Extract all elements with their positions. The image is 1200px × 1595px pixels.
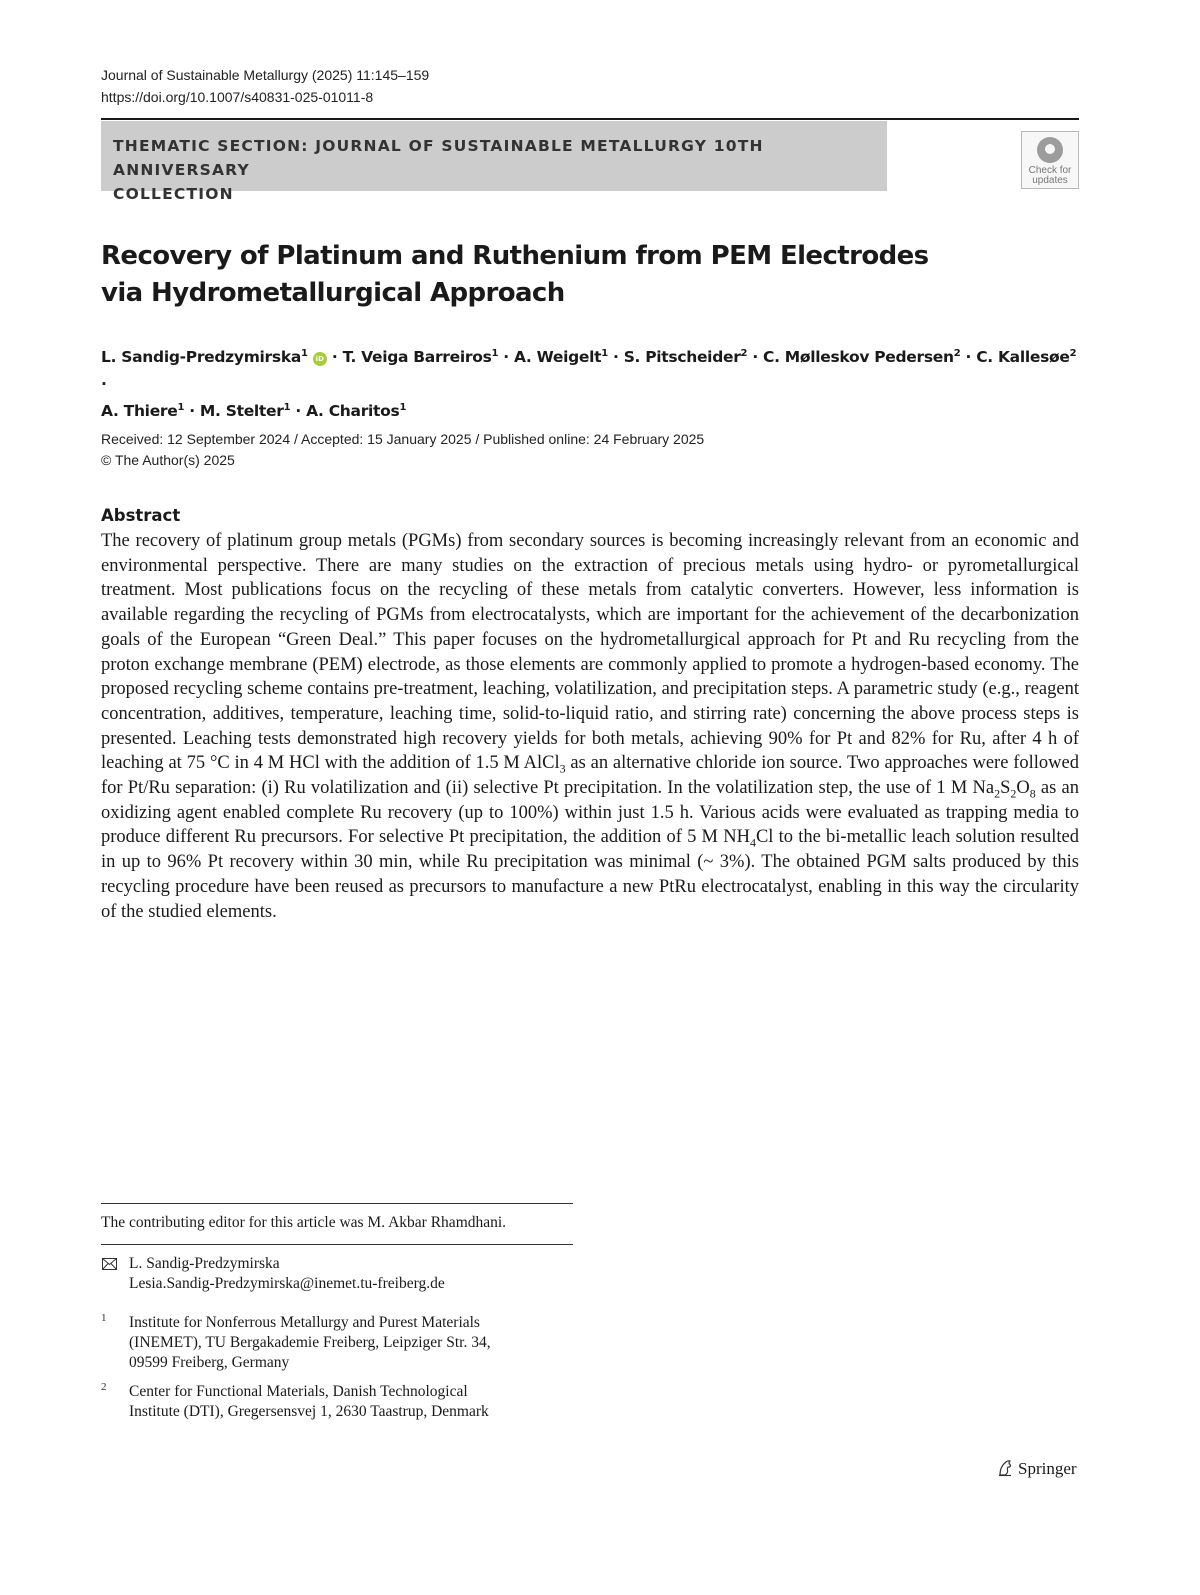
article-title — [101, 238, 1001, 312]
title-line-2: via Hydrometallurgical Approach — [101, 278, 565, 308]
author-affiliation-mark: 1 — [399, 401, 407, 413]
title-line-1: Recovery of Platinum and Ruthenium from PEM Electrodes — [101, 241, 929, 271]
affiliation-mark: 1 — [101, 1312, 107, 1324]
affiliation-line: Center for Functional Materials, Danish Technological — [129, 1383, 468, 1400]
affiliation-1 — [129, 1313, 491, 1373]
author-affiliation-mark: 2 — [953, 347, 961, 359]
affiliation-mark: 2 — [101, 1381, 107, 1393]
abstract-text: as an alternative chloride ion source. Two approaches were followed for Pt/Ru separation: (i) Ru volatilization and (ii) selective Pt precipitation. In the volatilization step, the use of 1 M Na — [101, 753, 1079, 799]
author-name[interactable]: M. Stelter — [199, 402, 284, 420]
springer-horse-icon — [996, 1459, 1014, 1477]
publisher-logo — [996, 1458, 1077, 1480]
author-affiliation-mark: 1 — [177, 401, 185, 413]
abstract-text: The recovery of platinum group metals (PGMs) from secondary sources is becoming increasingly relevant from an economic and environmental perspective. There are many studies on the extraction of precious metals using hydro- or pyrometallurgical treatment. Most publications focus on the recycling of these metals from catalytic converters. However, less information is available regarding the recycling of PGMs from electrocatalysts, which are important for the achievement of the decarbonization goals of the European “Green Deal.” This paper focuses on the hydrometallurgical approach for Pt and Ru recycling from the proton exchange membrane (PEM) electrode, as those elements are commonly applied to promote a hydrogen-based economy. The proposed recycling scheme contains pre-treatment, leaching, volatilization, and precipitation steps. A parametric study (e.g., reagent concentration, additives, temperature, leaching time, solid-to-liquid ratio, and stirring rate) concerning the above process steps is presented. Leaching tests demonstrated high recovery yields for both metals, achieving 90% for Pt and 82% for Ru, after 4 h of leaching at 75 °C in 4 M HCl with the addition of 1.5 M AlCl — [101, 531, 1079, 774]
affiliation-line: 09599 Freiberg, Germany — [129, 1354, 290, 1371]
thematic-line-1: THEMATIC SECTION: JOURNAL OF SUSTAINABLE METALLURGY 10TH ANNIVERSARY — [113, 137, 764, 179]
affiliation-line: (INEMET), TU Bergakademie Freiberg, Leipziger Str. 34, — [129, 1334, 491, 1351]
author-name[interactable]: C. Mølleskov Pedersen — [763, 348, 954, 366]
bookmark-icon — [1037, 137, 1063, 163]
author-affiliation-mark: 1 — [301, 347, 308, 359]
doi-link[interactable]: https://doi.org/10.1007/s40831-025-01011-8 — [101, 89, 374, 105]
author-affiliation-mark: 2 — [1069, 347, 1077, 359]
author-name[interactable]: L. Sandig-Predzymirska — [101, 348, 301, 366]
publisher-name: Springer — [1018, 1459, 1077, 1478]
author-affiliation-mark: 1 — [491, 347, 499, 359]
journal-citation: Journal of Sustainable Metallurgy (2025) 11:145–159 — [101, 67, 430, 83]
author-affiliation-mark: 1 — [283, 401, 291, 413]
abstract-text: as an oxidizing agent enabled complete Ru recovery (up to 100%) within just 1.5 h. Various acids were evaluated as trapping media to produce different Ru precursors. For selective Pt precipitation, the addition of 5 M NH — [101, 778, 1079, 848]
editor-note: The contributing editor for this article was M. Akbar Rhamdhani. — [101, 1214, 507, 1231]
correspondence-email[interactable]: Lesia.Sandig-Predzymirska@inemet.tu-freiberg.de — [129, 1275, 445, 1292]
author-affiliation-mark: 2 — [740, 347, 748, 359]
thematic-rule — [101, 118, 1079, 120]
author-name[interactable]: S. Pitscheider — [623, 348, 741, 366]
orcid-icon[interactable]: iD — [313, 352, 327, 366]
author-name[interactable]: A. Weigelt — [513, 348, 602, 366]
author-name[interactable]: T. Veiga Barreiros — [342, 348, 492, 366]
copyright-line: © The Author(s) 2025 — [101, 452, 235, 468]
subscript: 2 — [1010, 786, 1017, 801]
footnote-divider — [101, 1244, 573, 1245]
abstract-heading: Abstract — [101, 506, 181, 525]
author-name[interactable]: A. Charitos — [306, 402, 400, 420]
author-list: L. Sandig-Predzymirska$^1$ iD · T. Veiga Barreiros$^1$ · A. Weigelt$^1$ · S. Pitscheider$^2$ · C. Mølleskov Pedersen$^2$ · C. Kallesøe$^2$ · A. Thiere$^1$ · M. Stelter$^1$ · A. Charitos$^1$ — [101, 347, 1077, 420]
subscript: 8 — [1029, 786, 1036, 801]
abstract-text: O — [1016, 778, 1030, 799]
check-for-updates-button[interactable] — [1021, 131, 1079, 189]
affiliation-2 — [129, 1382, 489, 1422]
subscript: 2 — [994, 786, 1001, 801]
affiliation-line: Institute for Nonferrous Metallurgy and Purest Materials — [129, 1314, 480, 1331]
correspondence — [129, 1254, 445, 1294]
abstract-body — [101, 529, 1079, 924]
history-dates: Received: 12 September 2024 / Accepted: 15 January 2025 / Published online: 24 February 2025 — [101, 431, 705, 447]
check-updates-line-2: updates — [1032, 175, 1068, 186]
subscript: 4 — [749, 836, 756, 851]
abstract-text: S — [1000, 778, 1011, 799]
affiliation-line: Institute (DTI), Gregersensvej 1, 2630 Taastrup, Denmark — [129, 1403, 489, 1420]
author-name[interactable]: C. Kallesøe — [976, 348, 1070, 366]
thematic-section-banner — [101, 121, 887, 203]
thematic-line-2: COLLECTION — [113, 185, 234, 203]
journal-header — [101, 64, 429, 108]
abstract-text: Cl to the bi-metallic leach solution resulted in up to 96% Pt recovery within 30 min, while Ru precipitation was minimal (~ 3%). The obtained PGM salts produced by this recycling procedure have been reused as precursors to manufacture a new PtRu electrocatalyst, enabling in this way the circularity of the studied elements. — [101, 827, 1079, 922]
correspondence-name: L. Sandig-Predzymirska — [129, 1255, 280, 1272]
author-affiliation-mark: 1 — [601, 347, 608, 359]
envelope-icon — [102, 1258, 117, 1270]
author-name[interactable]: A. Thiere — [101, 402, 178, 420]
subscript: 3 — [559, 762, 566, 777]
footnote-divider — [101, 1203, 573, 1204]
publication-dates — [101, 429, 704, 471]
check-updates-line-1: Check for — [1028, 165, 1072, 176]
